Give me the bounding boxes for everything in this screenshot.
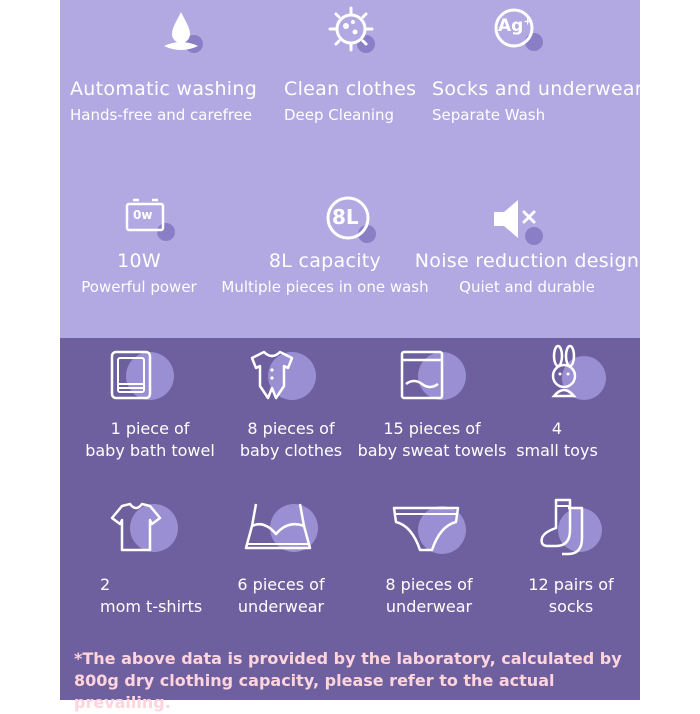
list-item <box>374 574 484 618</box>
item-qty: 15 pieces of <box>383 419 481 438</box>
capacity-icon <box>322 192 378 246</box>
list-item <box>226 418 356 462</box>
socks-icon <box>536 496 604 560</box>
list-item <box>516 574 626 618</box>
feature-subtitle: Powerful power <box>81 278 197 296</box>
list-item <box>80 418 220 462</box>
bacteria-icon <box>324 4 378 58</box>
silver-ion-icon <box>490 4 546 56</box>
ag-sup: + <box>523 16 532 28</box>
item-label: baby clothes <box>239 441 343 460</box>
feature-power <box>74 250 204 296</box>
baby-romper-icon <box>246 348 318 404</box>
ag-badge: Ag <box>498 16 524 36</box>
capacity-badge: 8L <box>332 205 359 229</box>
product-feature-panel <box>60 0 643 712</box>
list-item <box>352 418 512 462</box>
feature-subtitle: Multiple pieces in one wash <box>221 278 429 296</box>
water-drop-icon <box>156 6 206 56</box>
feature-title: Socks and underwear <box>432 78 643 100</box>
feature-subtitle: Separate Wash <box>432 106 546 124</box>
item-label: underwear <box>385 597 473 616</box>
feature-title: 8L capacity <box>268 250 382 272</box>
sweat-towel-icon <box>396 348 468 404</box>
item-label: mom t-shirts <box>100 597 203 616</box>
item-label: small toys <box>516 441 598 460</box>
feature-title: Noise reduction design <box>414 250 640 272</box>
t-shirt-icon <box>106 500 182 556</box>
item-qty: 8 pieces of <box>247 419 335 438</box>
item-label: underwear <box>237 597 325 616</box>
feature-noise-reduction <box>412 250 642 296</box>
bath-towel-icon <box>106 348 178 404</box>
feature-subtitle: Quiet and durable <box>459 278 595 296</box>
battery-badge: 0w <box>133 208 153 222</box>
item-qty: 4 <box>551 419 563 438</box>
list-item <box>100 574 220 618</box>
feature-capacity <box>210 250 440 296</box>
features-section <box>60 0 643 338</box>
feature-socks-underwear <box>432 78 643 124</box>
feature-subtitle: Hands-free and carefree <box>70 106 253 124</box>
bra-icon <box>240 500 324 556</box>
feature-title: Clean clothes <box>284 78 417 100</box>
item-qty: 6 pieces of <box>237 575 325 594</box>
feature-title: 10W <box>117 250 161 272</box>
disclaimer-note: *The above data is provided by the laboratory, calculated by 800g dry clothing capacity, please refer to the actual prevailing. <box>74 649 622 712</box>
capacity-section <box>60 338 640 700</box>
item-label: baby bath towel <box>85 441 215 460</box>
list-item <box>226 574 336 618</box>
item-label: baby sweat towels <box>357 441 507 460</box>
item-qty: 8 pieces of <box>385 575 473 594</box>
mute-speaker-icon <box>490 196 544 244</box>
battery-icon <box>124 196 176 242</box>
feature-clean-clothes <box>284 78 416 124</box>
bunny-toy-icon <box>544 344 608 404</box>
item-label: socks <box>548 597 594 616</box>
item-qty: 2 <box>100 575 111 594</box>
feature-automatic-washing <box>70 78 257 124</box>
feature-subtitle: Deep Cleaning <box>284 106 395 124</box>
item-qty: 12 pairs of <box>528 575 614 594</box>
item-qty: 1 piece of <box>110 419 190 438</box>
briefs-icon <box>390 502 470 558</box>
feature-title: Automatic washing <box>70 78 258 100</box>
list-item <box>512 418 602 462</box>
